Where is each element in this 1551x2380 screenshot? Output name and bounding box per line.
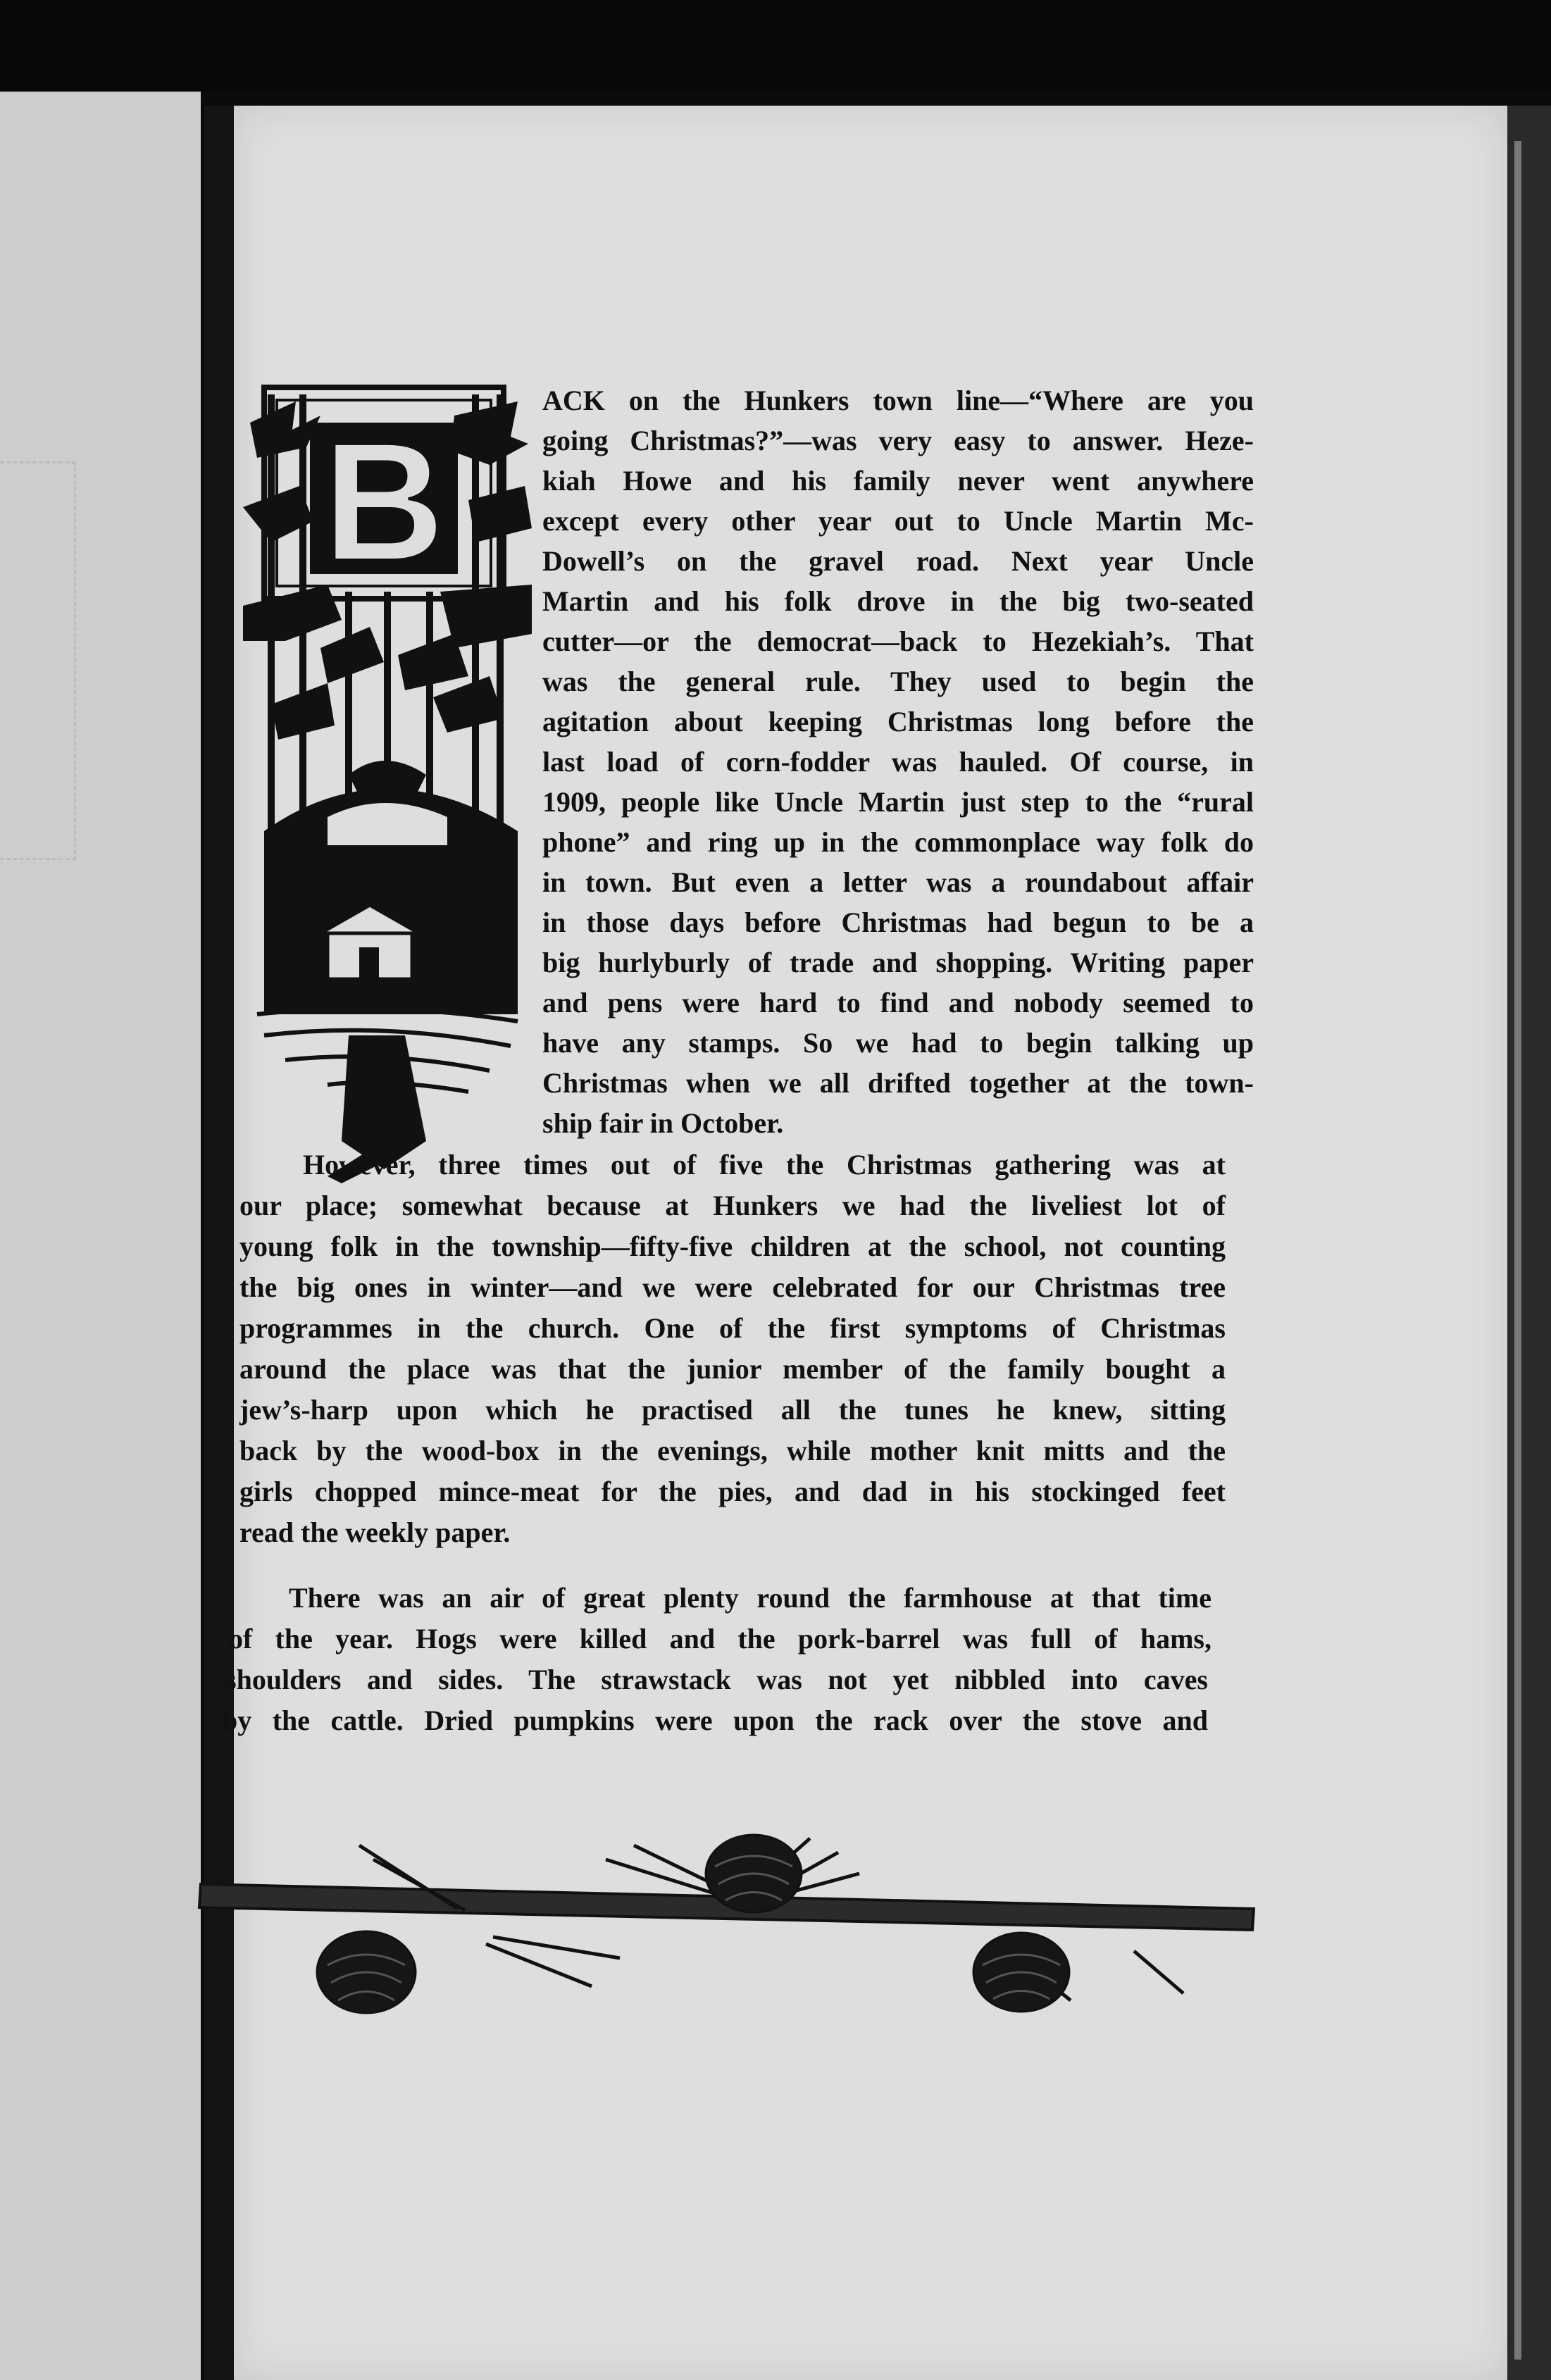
pine-branch-ornament	[197, 1831, 1268, 2021]
text-line: Martin and his folk drove in the big two-seated	[542, 585, 1254, 617]
text-line: in town. But even a letter was a roundabout affair	[542, 866, 1254, 898]
text-line: 1909, people like Uncle Martin just step to the “rural	[542, 786, 1254, 818]
text-line: Dowell’s on the gravel road. Next year Uncle	[542, 545, 1254, 577]
text-line: young folk in the township—fifty-five children at the school, not counting	[239, 1231, 1226, 1262]
text-line: going Christmas?”—was very easy to answer. Heze-	[542, 425, 1254, 456]
text-line: Christmas when we all drifted together at the town-	[542, 1067, 1254, 1099]
text-line: back by the wood-box in the evenings, while mother knit mitts and the	[239, 1435, 1226, 1466]
text-line: last load of corn-fodder was hauled. Of course, in	[542, 746, 1254, 778]
text-line: in those days before Christmas had begun to be a	[542, 906, 1254, 938]
text-line: ship fair in October.	[542, 1107, 784, 1139]
text-line: programmes in the church. One of the first symptoms of Christmas	[239, 1312, 1226, 1344]
page-gutter	[204, 106, 234, 2380]
text-line: of the year. Hogs were killed and the pork-barrel was full of hams,	[229, 1623, 1211, 1655]
text-line: by the cattle. Dried pumpkins were upon the rack over the stove and	[222, 1705, 1208, 1736]
text-line: shoulders and sides. The strawstack was not yet nibbled into caves	[225, 1664, 1208, 1695]
previous-page-edge	[0, 461, 76, 860]
page-edge-strip	[1514, 141, 1521, 2360]
text-line: was the general rule. They used to begin the	[542, 666, 1254, 697]
text-line: big hurlyburly of trade and shopping. Writing paper	[542, 947, 1254, 978]
text-line: have any stamps. So we had to begin talking up	[542, 1027, 1254, 1059]
drop-cap-illustration	[243, 380, 532, 1183]
text-line: ACK on the Hunkers town line—“Where are you	[542, 385, 1254, 416]
scan-top-border	[0, 0, 1551, 92]
previous-page-margin	[0, 92, 201, 2380]
text-line: around the place was that the junior member of the family bought a	[239, 1353, 1226, 1385]
text-line: However, three times out of five the Christmas gathering was at	[303, 1149, 1226, 1180]
text-line: and pens were hard to find and nobody seemed to	[542, 987, 1254, 1018]
text-line: kiah Howe and his family never went anywhere	[542, 465, 1254, 497]
drop-cap-letter: B	[323, 407, 445, 596]
text-line: agitation about keeping Christmas long before the	[542, 706, 1254, 737]
text-line: girls chopped mince-meat for the pies, and dad in his stockinged feet	[239, 1476, 1226, 1507]
text-line: phone” and ring up in the commonplace way folk do	[542, 826, 1254, 858]
text-line: except every other year out to Uncle Martin Mc-	[542, 505, 1254, 537]
text-line: read the weekly paper.	[239, 1516, 511, 1548]
text-line: There was an air of great plenty round the farmhouse at that time	[289, 1582, 1211, 1614]
text-line: cutter—or the democrat—back to Hezekiah’s. That	[542, 625, 1254, 657]
text-line: our place; somewhat because at Hunkers we had the liveliest lot of	[239, 1190, 1226, 1221]
text-line: the big ones in winter—and we were celebrated for our Christmas tree	[239, 1271, 1226, 1303]
text-line: jew’s-harp upon which he practised all the tunes he knew, sitting	[239, 1394, 1226, 1426]
